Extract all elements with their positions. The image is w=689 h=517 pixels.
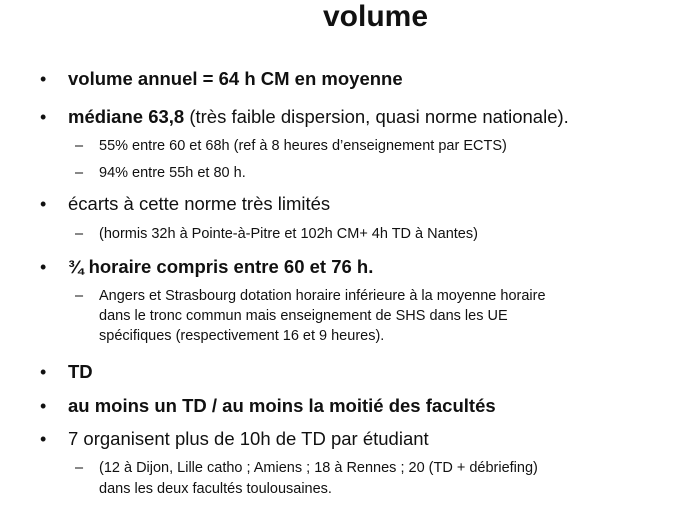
sub-item-text: 94% entre 55h et 80 h.: [99, 165, 246, 181]
dash-icon: –: [75, 226, 84, 242]
dash-icon: –: [75, 460, 84, 476]
bullet-icon: •: [40, 69, 47, 89]
sub-item-text-line-3: spécifiques (respectivement 16 et 9 heures).: [99, 328, 385, 344]
sub-item-text: 55% entre 60 et 68h (ref à 8 heures d’enseignement par ECTS): [99, 138, 507, 154]
sub-item-text-line-1: (12 à Dijon, Lille catho ; Amiens ; 18 à Rennes ; 20 (TD + débriefing): [99, 460, 538, 476]
bullet-icon: •: [40, 362, 47, 382]
dash-icon: –: [75, 165, 84, 181]
bullet-icon: •: [40, 257, 47, 277]
bullet-text: TD: [68, 361, 93, 382]
bullet-text: 7 organisent plus de 10h de TD par étudiant: [68, 428, 429, 449]
bullet-text-bold: médiane 63,8: [68, 106, 185, 127]
bullet-icon: •: [40, 396, 47, 416]
bullet-icon: •: [40, 194, 47, 214]
slide-title: volume: [323, 0, 429, 33]
bullet-text: au moins un TD / au moins la moitié des facultés: [68, 395, 496, 416]
bullet-icon: •: [40, 429, 47, 449]
dash-icon: –: [75, 288, 84, 304]
dash-icon: –: [75, 138, 84, 154]
bullet-text-rest: (très faible dispersion, quasi norme nationale).: [184, 106, 569, 127]
bullet-text: [68, 106, 569, 128]
sub-item-text-line-2: dans les deux facultés toulousaines.: [99, 481, 332, 497]
sub-item-text-line-1: Angers et Strasbourg dotation horaire inférieure à la moyenne horaire: [99, 288, 546, 304]
bullet-text: écarts à cette norme très limités: [68, 193, 331, 214]
bullet-text: ¾ horaire compris entre 60 et 76 h.: [68, 256, 374, 277]
bullet-text: volume annuel = 64 h CM en moyenne: [68, 68, 403, 89]
sub-item-text: (hormis 32h à Pointe-à-Pitre et 102h CM+ 4h TD à Nantes): [99, 226, 478, 242]
sub-item-text-line-2: dans le tronc commun mais enseignement de SHS dans les UE: [99, 308, 508, 324]
bullet-icon: •: [40, 107, 47, 127]
